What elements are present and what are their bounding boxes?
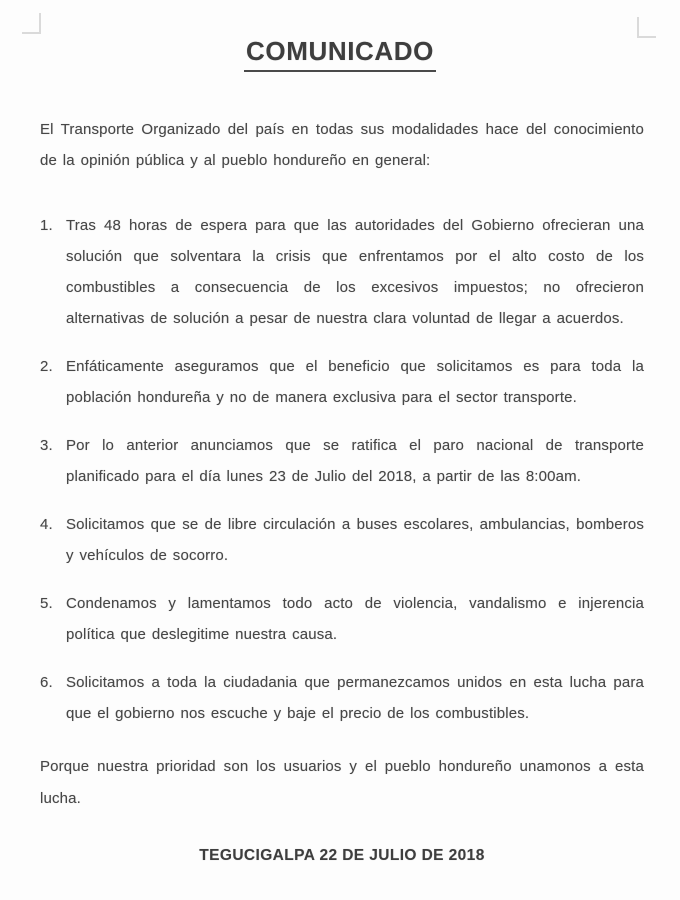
list-item-number: 1. xyxy=(40,217,53,234)
document-content xyxy=(0,114,680,865)
crop-mark-top-left xyxy=(22,13,41,34)
list-item xyxy=(40,588,644,650)
intro-paragraph: El Transporte Organizado del país en todas sus modalidades hace del conocimiento de la opinión pública y al pueblo hondureño en general: xyxy=(40,121,644,169)
page-title xyxy=(0,36,680,72)
list-item-number: 6. xyxy=(40,674,53,691)
list-item xyxy=(40,430,644,492)
list-item xyxy=(40,667,644,729)
list-item-number: 3. xyxy=(40,437,53,454)
list-item-text: Solicitamos a toda la ciudadania que permanezcamos unidos en esta lucha para que el gobierno nos escuche y baje el precio de los combustibles. xyxy=(66,674,644,722)
list-item-number: 5. xyxy=(40,595,53,612)
crop-mark-top-right xyxy=(637,17,656,38)
list-item-number: 4. xyxy=(40,516,53,533)
closing-paragraph: Porque nuestra prioridad son los usuarios y el pueblo hondureño unamonos a esta lucha. xyxy=(40,758,644,807)
list-item xyxy=(40,210,644,334)
page-title-text: COMUNICADO xyxy=(244,36,436,72)
numbered-list xyxy=(40,210,644,729)
list-item-text: Condenamos y lamentamos todo acto de violencia, vandalismo e injerencia política que deslegitime nuestra causa. xyxy=(66,595,644,643)
list-item-text: Solicitamos que se de libre circulación a buses escolares, ambulancias, bomberos y vehículos de socorro. xyxy=(66,516,644,564)
footer-dateline: TEGUCIGALPA 22 DE JULIO DE 2018 xyxy=(199,847,485,864)
list-item-text: Tras 48 horas de espera para que las autoridades del Gobierno ofrecieran una solución que solventara la crisis que enfrentamos por el alto costo de los combustibles a consecuencia de los excesivos impuestos; no ofrecieron alternativas de solución a pesar de nuestra clara voluntad de llegar a acuerdos. xyxy=(66,217,644,327)
list-item-text: Por lo anterior anunciamos que se ratifica el paro nacional de transporte planificado para el día lunes 23 de Julio del 2018, a partir de las 8:00am. xyxy=(66,437,644,485)
list-item-text: Enfáticamente aseguramos que el beneficio que solicitamos es para toda la población hondureña y no de manera exclusiva para el sector transporte. xyxy=(66,358,644,406)
list-item xyxy=(40,351,644,413)
list-item-number: 2. xyxy=(40,358,53,375)
list-item xyxy=(40,509,644,571)
